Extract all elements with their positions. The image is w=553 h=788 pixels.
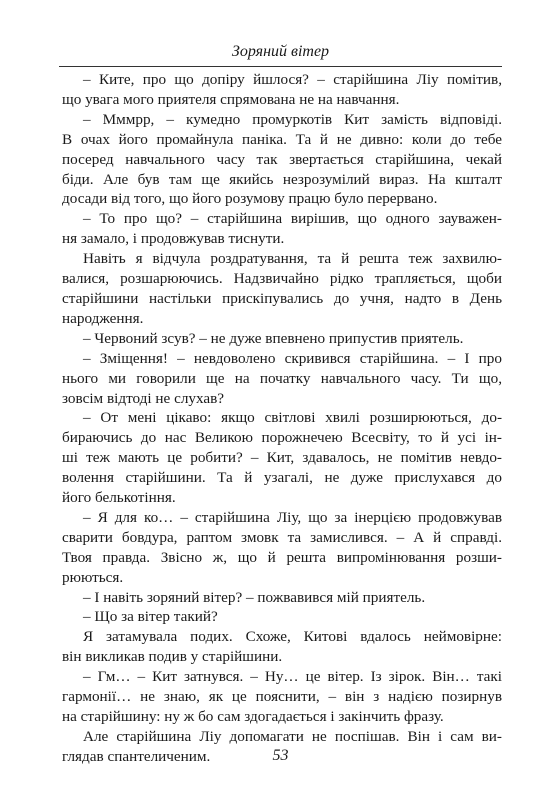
text-line: – І навіть зоряний вітер? – пожвавився мій приятель. <box>83 588 426 606</box>
text-line: – Що за вітер такий? <box>83 608 218 626</box>
text-line: глядав спантеличеним. <box>62 747 211 765</box>
header-rule <box>59 66 502 67</box>
text-line: досади від того, що його розумову працю було перервано. <box>62 190 438 208</box>
text-line: Я затамувала подих. Схоже, Китові вдалось неймовірне: <box>83 628 502 646</box>
text-line: – Червоний зсув? – не дуже впевнено припустив приятель. <box>83 329 464 347</box>
text-line: Навіть я відчула роздратування, та й решта теж захвилю- <box>83 250 502 268</box>
text-line: він викликав подив у старійшини. <box>62 648 283 666</box>
text-line: – Зміщення! – невдоволено скривився старійшина. – І про <box>83 349 502 367</box>
text-line: посеред навчального часу так звертається старійшина, чекай <box>62 150 502 168</box>
text-line: В очах його промайнула паніка. Та й не дивно: коли до тебе <box>62 130 502 148</box>
text-line: зовсім відтоді не слухав? <box>62 389 225 407</box>
text-line: гармонії… не знаю, як це пояснити, – він з надією позирнув <box>62 688 502 706</box>
text-line: ня замало, і продовжував тиснути. <box>62 230 285 248</box>
text-line: на старійшину: ну ж бо сам здогадається і закінчить фразу. <box>62 708 444 725</box>
body-text <box>62 70 502 767</box>
text-line: його белькотіння. <box>62 489 176 507</box>
text-line: волення старійшини. Та й узагалі, не дуже прислухався до <box>62 469 502 487</box>
text-line: – От мені цікаво: якщо світлові хвилі розширюються, до- <box>83 409 502 427</box>
text-line: нього ми говорили ще на початку навчального часу. Ти що, <box>62 369 502 387</box>
text-line: Але старійшина Ліу допомагати не поспішав. Він і сам ви- <box>83 727 502 745</box>
text-line: сварити бовдура, раптом змовк та замислився. – А й справді. <box>62 528 502 546</box>
text-line: – Я для ко… – старійшина Ліу, що за інерцією продовжував <box>83 508 502 526</box>
text-line: – Гм… – Кит затнувся. – Ну… це вітер. Із зірок. Він… такі <box>83 668 502 686</box>
text-line: народження. <box>62 309 144 327</box>
text-line: що увага мого приятеля спрямована не на навчання. <box>62 90 400 108</box>
text-line: рюються. <box>62 568 124 586</box>
text-line: біди. Але був там ще якийсь незрозумілий вираз. На кшталт <box>62 170 502 188</box>
running-header-title: Зоряний вітер <box>231 43 330 60</box>
text-line: ші теж мають це робити? – Кит, здавалось, не помітив невдо- <box>62 449 502 467</box>
text-line: валися, розшарюючись. Надзвичайно рідко трапляється, щоби <box>62 270 502 288</box>
page-number: 53 <box>272 747 289 764</box>
text-line: – То про що? – старійшина вирішив, що одного зауважен- <box>83 210 502 228</box>
text-line: бираючись до нас Великою порожнечею Всесвіту, то й усі ін- <box>62 429 502 447</box>
text-line: старійшини настільки прискіпувались до учня, надто в День <box>62 289 502 307</box>
text-line: – Ките, про що допіру йшлося? – старійшина Ліу помітив, <box>83 71 502 88</box>
text-line: Твоя правда. Звісно ж, що й решта випромінювання розши- <box>62 548 502 566</box>
text-line: – Мммрр, – кумедно промуркотів Кит замість відповіді. <box>83 110 502 128</box>
